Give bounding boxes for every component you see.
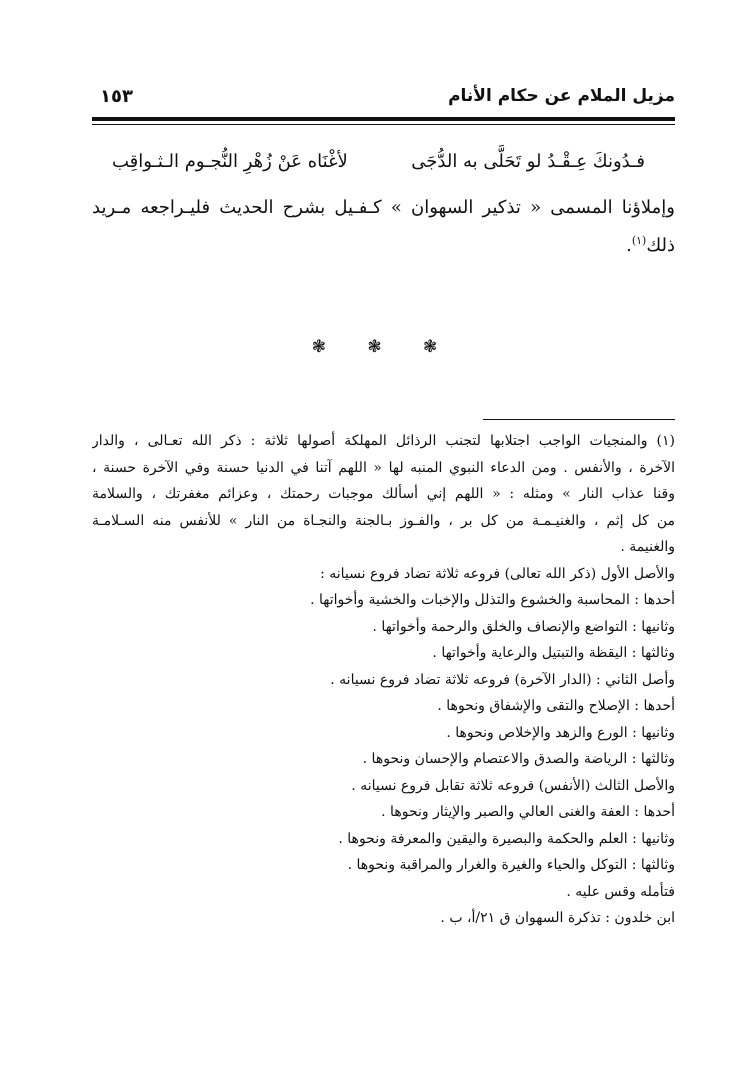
footnote-line: الآخرة ، والأنفس . ومن الدعاء النبوي المنبه لها « اللهم آتنا في الدنيا حسنة وفي الآخرة حسنة ، xyxy=(92,459,675,476)
footnote-reference: (١) xyxy=(631,234,647,247)
footnote-line: وثانيها : العلم والحكمة والبصيرة واليقين والمعرفة ونحوها . xyxy=(338,830,675,847)
footnote-line: أحدها : الإصلاح والتقى والإشفاق ونحوها . xyxy=(437,698,675,714)
poem-hemistich-first: فـدُونكَ عِـقْـدُ لو تَحَلَّى به الدُّجَى xyxy=(411,151,645,172)
main-paragraph xyxy=(92,191,675,262)
page-header xyxy=(92,86,675,114)
footnote-line: وثالثها : اليقظة والتبتيل والرعاية وأخواتها . xyxy=(432,645,675,661)
main-text xyxy=(92,145,675,262)
footnote-line: وقنا عذاب النار » ومثله : « اللهم إني أسألك موجبات رحمتك ، وعزائم مغفرتك ، والسلامة xyxy=(92,486,675,502)
footnote-line: وثالثها : التوكل والحياء والغيرة والغرار والمراقبة ونحوها . xyxy=(347,857,675,873)
header-rule-thin xyxy=(92,124,675,125)
footnote-line: والغنيمة . xyxy=(620,539,675,555)
footnote-line: وثالثها : الرياضة والصدق والاعتصام والإحسان ونحوها . xyxy=(362,751,675,767)
footnote-line: أحدها : العفة والغنى العالي والصبر والإيثار ونحوها . xyxy=(381,804,675,820)
footnote-line: والأصل الثالث (الأنفس) فروعه ثلاثة تقابل فروع نسيانه . xyxy=(351,777,675,794)
poem-hemistich-second: لأغْنَاه عَنْ زُهْرِ النُّجـوم الـثـواقِب xyxy=(112,151,348,172)
footnote-line: فتأمله وقس عليه . xyxy=(566,883,675,900)
poem-verse xyxy=(92,145,675,179)
footnote-line: (١) والمنجيات الواجب اجتلابها لتجنب الرذائل المهلكة أصولها ثلاثة : ذكر الله تعـالى ، والدار xyxy=(92,433,675,449)
footnote-rule xyxy=(483,419,675,420)
paragraph-text: وإملاؤنا المسمى « تذكير السهوان » كـفـيل بشرح الحديث فليـراجعه مـريد ذلك xyxy=(92,197,675,256)
footnote-line: والأصل الأول (ذكر الله تعالى) فروعه ثلاثة تضاد فروع نسيانه : xyxy=(320,565,675,582)
section-separator: ❃ ❃ ❃ xyxy=(311,337,456,357)
paragraph-end: . xyxy=(626,235,632,256)
running-title: مزيل الملام عن حكام الأنام xyxy=(448,86,675,106)
page-number: ١٥٣ xyxy=(100,86,133,107)
header-rule-thick xyxy=(92,117,675,121)
footnote-line: وأصل الثاني : (الدار الآخرة) فروعه ثلاثة تضاد فروع نسيانه . xyxy=(330,671,675,688)
footnotes xyxy=(92,428,675,932)
footnote-line: ابن خلدون : تذكرة السهوان ق ٢١/أ، ب . xyxy=(440,910,675,926)
footnote-line: من كل إثم ، والغنيـمـة من كل بر ، والفـوز بـالجنة والنجـاة من النار » للأنفس منه السـلامـة xyxy=(92,512,675,529)
footnote-line: أحدها : المحاسبة والخشوع والتذلل والإخبات والخشية وأخواتها . xyxy=(310,592,675,608)
footnote-line: وثانيها : التواضع والإنصاف والخلق والرحمة وأخواتها . xyxy=(372,618,675,635)
footnote-line: وثانيها : الورع والزهد والإخلاص ونحوها . xyxy=(446,724,675,741)
